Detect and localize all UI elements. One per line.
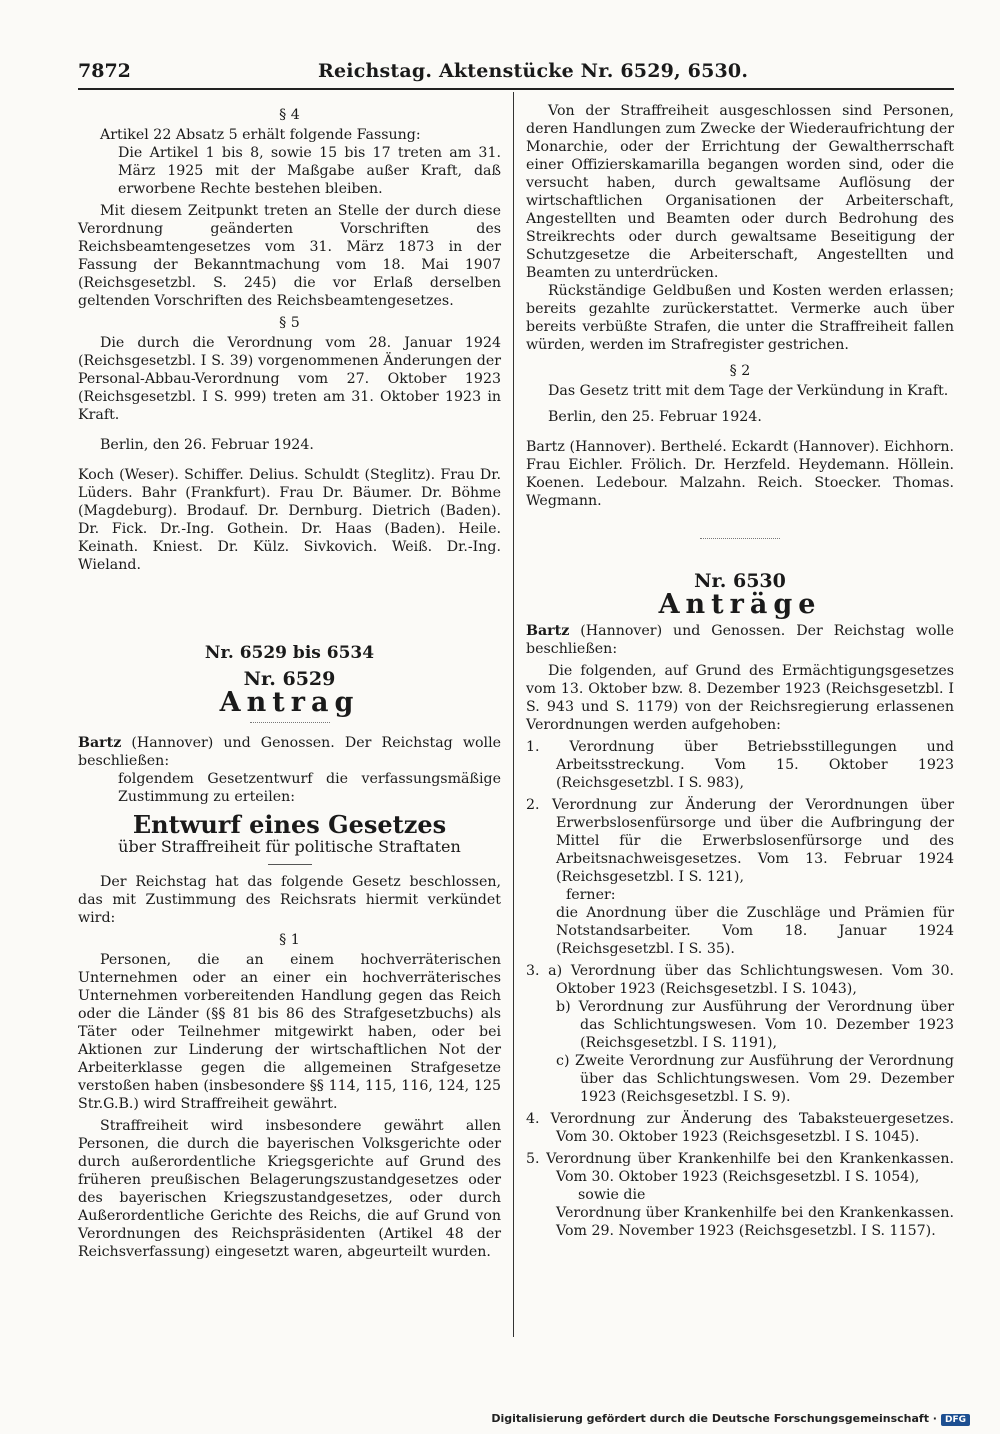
section-2-title: § 2: [729, 363, 751, 379]
separator: [700, 538, 780, 540]
document-number-range: Nr. 6529 bis 6534: [204, 643, 375, 663]
section-1-paragraph-1: Personen, die an einem hochverräterischen Unternehmen oder an einer ein hochverräterisches Unternehmen vorbereitenden Handlung gegen das Reich oder die Länder (§§ 81 bis 86 des Strafgesetzbuchs) als Täter oder Teilnehmer mitgewirkt haben, oder bei Aktionen zur Linderung der wirtschaftlichen Not der Arbeiterklasse gegen die allgemeinen Strafgesetze verstoßen haben (insbesondere §§ 114, 115, 116, 124, 125 Str.G.B.) wird Straffreiheit gewährt.: [78, 952, 501, 1112]
motion-name: Bartz: [78, 735, 122, 751]
motion-line: [78, 734, 501, 770]
motion-rest: (Hannover) und Genossen. Der Reichstag wolle beschließen:: [78, 735, 502, 769]
heading-antrag: Antrag: [219, 687, 360, 718]
page-number: 7872: [78, 60, 131, 82]
section-4-intro: Artikel 22 Absatz 5 erhält folgende Fassung:: [100, 127, 421, 143]
separator: [268, 864, 312, 865]
section-5-title: § 5: [279, 315, 300, 331]
list-item: c) Zweite Verordnung zur Ausführung der Verordnung über das Schlichtungswesen. Vom 29. Dezember 1923 (Reichsgesetzbl. I S. 9).: [556, 1053, 954, 1105]
exclusion-paragraph: Von der Straffreiheit ausgeschlossen sind Personen, deren Handlungen zum Zwecke der Wiederaufrichtung der Monarchie, oder der Errichtung der Gewaltherrschaft einer Offizierskamarilla begangen worden sind, oder die versucht haben, durch gewaltsame Auflösung der wirtschaftlichen Organisationen der Arbeiterschaft, Angestellten und Beamten oder durch Bedrohung des Streikrechts oder durch gewaltsame Beseitigung der Schutzgesetze die Arbeiterschaft, Angestellten und Beamten zu unterdrücken.: [526, 103, 954, 281]
list-item: b) Verordnung zur Ausführung der Verordnung über das Schlichtungswesen. Vom 10. Dezember 1923 (Reichsgesetzbl. I S. 1191),: [556, 999, 954, 1051]
section-4-title: § 4: [279, 107, 300, 123]
fines-paragraph: Rückständige Geldbußen und Kosten werden erlassen; bereits gezahlte zurückerstattet. Vermerke auch über bereits verbüßte Strafen, die unter die Straffreiheit fallen würden, werden im Strafregister gestrichen.: [526, 283, 954, 353]
section-1-title: § 1: [279, 932, 300, 948]
motion-rest: (Hannover) und Genossen. Der Reichstag wolle beschließen:: [526, 623, 954, 657]
left-column: [78, 102, 501, 1261]
page-header: [78, 60, 954, 84]
dfg-logo: DFG: [941, 1414, 970, 1426]
document-number-6529: Nr. 6529: [243, 668, 336, 690]
digitization-credit: [491, 1412, 970, 1426]
motion-text: Die folgenden, auf Grund des Ermächtigungsgesetzes vom 13. Oktober bzw. 8. Dezember 1923 (Reichsgesetzbl. I S. 943 und S. 1179) von der Reichsregierung erlassenen Verordnungen werden aufgehoben:: [526, 663, 954, 733]
right-column: [526, 102, 954, 1240]
list-item: 1. Verordnung über Betriebsstillegungen und Arbeitsstreckung. Vom 15. Oktober 1923 (Reichsgesetzbl. I S. 983),: [526, 739, 954, 791]
list-item-continuation: Verordnung über Krankenhilfe bei den Krankenkassen. Vom 29. November 1923 (Reichsgesetzbl. I S. 1157).: [556, 1205, 954, 1239]
list-item: 3. a) Verordnung über das Schlichtungswesen. Vom 30. Oktober 1923 (Reichsgesetzbl. I S. 1043),: [526, 963, 954, 997]
law-title: Entwurf eines Gesetzes: [132, 810, 447, 839]
left-date-line: Berlin, den 26. Februar 1924.: [100, 437, 314, 453]
credit-text: Digitalisierung gefördert durch die Deutsche Forschungsgemeinschaft ·: [491, 1412, 937, 1425]
right-date-line: Berlin, den 25. Februar 1924.: [548, 409, 762, 425]
list-item: 4. Verordnung zur Änderung des Tabaksteuergesetzes. Vom 30. Oktober 1923 (Reichsgesetzbl. I S. 1045).: [526, 1111, 954, 1145]
law-subtitle: über Straffreiheit für politische Straftaten: [118, 837, 461, 856]
motion-text: folgendem Gesetzentwurf die verfassungsmäßige Zustimmung zu erteilen:: [118, 771, 501, 805]
list-item: 5. Verordnung über Krankenhilfe bei den Krankenkassen. Vom 30. Oktober 1923 (Reichsgesetzbl. I S. 1054),: [526, 1151, 954, 1185]
list-item-ferner: ferner:: [566, 887, 616, 903]
section-2-paragraph: Das Gesetz tritt mit dem Tage der Verkündung in Kraft.: [548, 383, 949, 399]
motion-line: [526, 622, 954, 658]
list-item-sowie: sowie die: [578, 1187, 646, 1203]
list-item: 2. Verordnung zur Änderung der Verordnungen über Erwerbslosenfürsorge und über die Aufbringung der Mittel für die Erwerbslosenfürsorge und des Arbeitsnachweisgesetzes. Vom 13. Februar 1924 (Reichsgesetzbl. I S. 121),: [526, 797, 954, 885]
section-4-paragraph: Mit diesem Zeitpunkt treten an Stelle der durch diese Verordnung geänderten Vorschriften des Reichsbeamtengesetzes vom 31. März 1873 in der Fassung der Bekanntmachung vom 18. Mai 1907 (Reichsgesetzbl. S. 245) die vor Erlaß derselben geltenden Vorschriften des Reichsbeamtengesetzes.: [78, 203, 501, 309]
section-1-paragraph-2: Straffreiheit wird insbesondere gewährt allen Personen, die durch die bayerischen Volksgerichte oder durch außerordentliche Kriegsgerichte auf Grund des früheren preußischen Belagerungszustandgesetzes oder des bayerischen Kriegszustandgesetzes, oder durch Außerordentliche Gerichte des Reichs, die auf Grund von Verordnungen des Reichspräsidenten (Artikel 48 der Reichsverfassung) eingesetzt waren, abgeurteilt wurden.: [78, 1118, 501, 1260]
separator: [250, 722, 330, 724]
right-signatures: Bartz (Hannover). Berthelé. Eckardt (Hannover). Eichhorn. Frau Eichler. Frölich. Dr. Herzfeld. Heydemann. Höllein. Koenen. Ledebour. Malzahn. Reich. Stoecker. Thomas. Wegmann.: [526, 439, 954, 509]
list-item-continuation: die Anordnung über die Zuschläge und Prämien für Notstandsarbeiter. Vom 18. Januar 1924 (Reichsgesetzbl. I S. 35).: [556, 905, 954, 957]
header-rule: [78, 88, 954, 90]
preamble: Der Reichstag hat das folgende Gesetz beschlossen, das mit Zustimmung des Reichsrats hiermit verkündet wird:: [78, 874, 501, 926]
column-divider: [513, 92, 514, 1337]
left-signatures: Koch (Weser). Schiffer. Delius. Schuldt (Steglitz). Frau Dr. Lüders. Bahr (Frankfurt). Frau Dr. Bäumer. Dr. Böhme (Magdeburg). Brodauf. Dr. Dernburg. Dietrich (Baden). Dr. Fick. Dr.-Ing. Gothein. Dr. Haas (Baden). Heile. Keinath. Kniest. Dr. Külz. Sivkovich. Weiß. Dr.-Ing. Wieland.: [78, 467, 501, 573]
motion-name: Bartz: [526, 623, 570, 639]
running-title: Reichstag. Aktenstücke Nr. 6529, 6530.: [318, 60, 749, 82]
document-number-6530: Nr. 6530: [694, 570, 786, 592]
heading-antraege: Anträge: [658, 589, 822, 620]
section-5-paragraph: Die durch die Verordnung vom 28. Januar 1924 (Reichsgesetzbl. I S. 39) vorgenommenen Änderungen der Personal-Abbau-Verordnung vom 27. Oktober 1923 (Reichsgesetzbl. I S. 999) treten am 31. Oktober 1923 in Kraft.: [78, 335, 501, 423]
section-4-quote: Die Artikel 1 bis 8, sowie 15 bis 17 treten am 31. März 1925 mit der Maßgabe außer Kraft, daß erworbene Rechte bestehen bleiben.: [118, 145, 501, 197]
